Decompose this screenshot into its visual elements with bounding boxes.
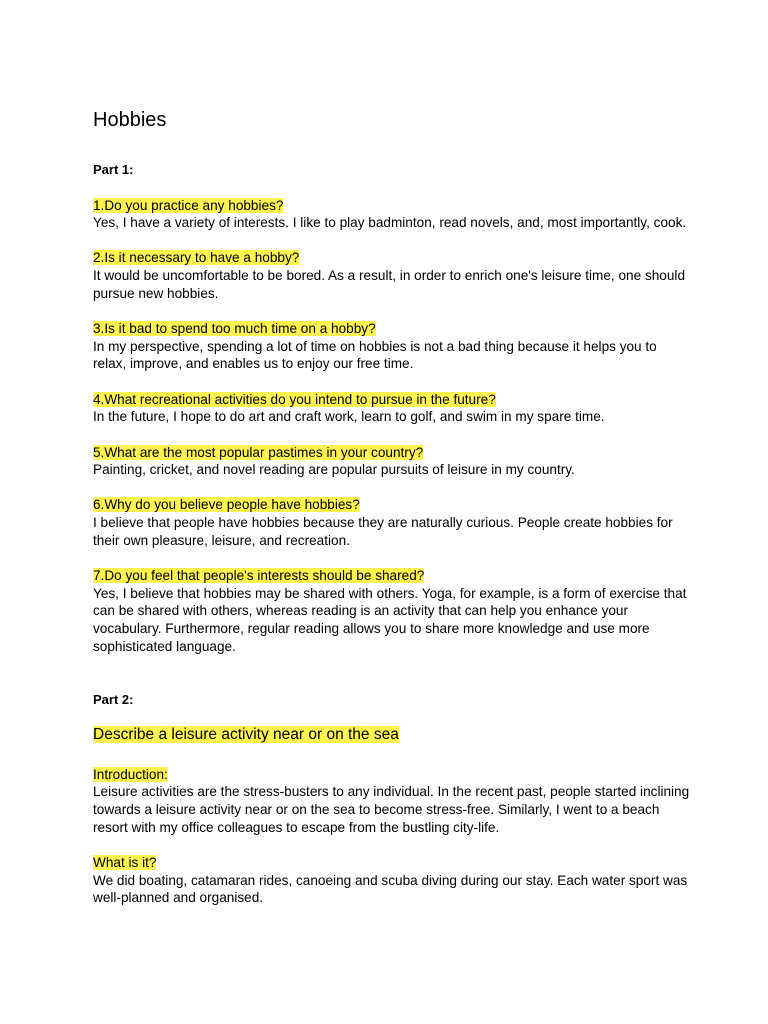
answer-4: In the future, I hope to do art and craft work, learn to golf, and swim in my spare time.	[93, 409, 605, 425]
answer-7: Yes, I believe that hobbies may be shared with others. Yoga, for example, is a form of exercise that can be shared with others, whereas reading is an activity that can help you enhance your vocabulary. Furthermore, regular reading allows you to share more knowledge and use more sophisticated language.	[93, 585, 687, 654]
answer-5: Painting, cricket, and novel reading are popular pursuits of leisure in my country.	[93, 462, 575, 478]
qa-item-5	[93, 444, 693, 479]
qa-item-6	[93, 496, 693, 549]
document-title: Hobbies	[93, 109, 167, 131]
section-introduction	[93, 766, 693, 837]
answer-2: It would be uncomfortable to be bored. As a result, in order to enrich one's leisure time, one should pursue new hobbies.	[93, 268, 685, 301]
qa-item-1	[93, 197, 693, 232]
question-3: 3.Is it bad to spend too much time on a hobby?	[93, 321, 376, 337]
qa-item-4	[93, 391, 693, 426]
question-6: 6.Why do you believe people have hobbies?	[93, 497, 360, 513]
section-heading-introduction: Introduction:	[93, 766, 168, 782]
answer-6: I believe that people have hobbies because they are naturally curious. People create hobbies for their own pleasure, leisure, and recreation.	[93, 515, 673, 548]
part2-label: Part 2:	[93, 691, 134, 707]
section-what-is-it	[93, 854, 693, 907]
qa-item-2	[93, 249, 693, 302]
section-text-introduction: Leisure activities are the stress-busters to any individual. In the recent past, people started inclining towards a leisure activity near or on the sea to become stress-free. Similarly, I went to a beach resort with my office colleagues to escape from the bustling city-life.	[93, 784, 690, 835]
section-text-what-is-it: We did boating, catamaran rides, canoeing and scuba diving during our stay. Each water sport was well-planned and organised.	[93, 872, 688, 906]
question-1: 1.Do you practice any hobbies?	[93, 197, 284, 213]
qa-item-3	[93, 320, 693, 373]
topic-text: Describe a leisure activity near or on the sea	[93, 725, 399, 743]
part1-label: Part 1:	[93, 162, 134, 177]
question-4: 4.What recreational activities do you intend to pursue in the future?	[93, 391, 496, 407]
section-heading-what-is-it: What is it?	[93, 854, 157, 870]
question-2: 2.Is it necessary to have a hobby?	[93, 250, 300, 266]
answer-1: Yes, I have a variety of interests. I like to play badminton, read novels, and, most importantly, cook.	[93, 215, 687, 231]
question-7: 7.Do you feel that people's interests should be shared?	[93, 568, 425, 584]
question-5: 5.What are the most popular pastimes in your country?	[93, 444, 424, 460]
part2-topic	[93, 725, 693, 745]
answer-3: In my perspective, spending a lot of time on hobbies is not a bad thing because it helps you to relax, improve, and enables us to enjoy our free time.	[93, 338, 657, 372]
qa-item-7	[93, 567, 693, 656]
document-page	[93, 108, 693, 907]
